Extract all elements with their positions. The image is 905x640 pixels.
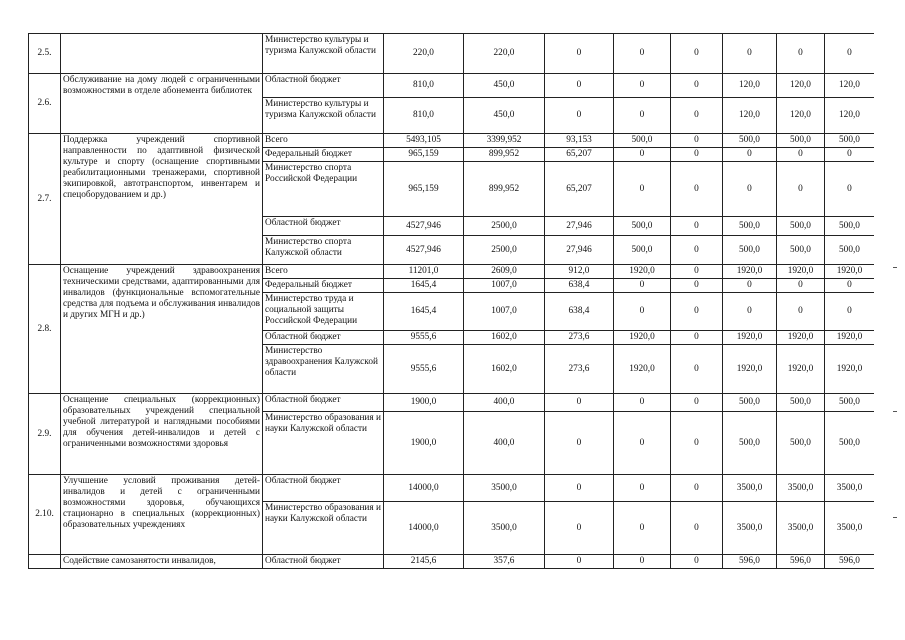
amount-cell: 1920,0 [614,331,671,345]
amount-cell: 500,0 [723,217,777,236]
table-row [29,265,875,279]
funding-source: Федеральный бюджет [263,279,384,293]
amount-cell: 27,946 [545,217,614,236]
amount-cell: 120,0 [777,74,825,98]
amount-cell: 3500,0 [825,475,875,502]
amount-cell: 0 [671,475,723,502]
amount-cell: 3500,0 [464,502,545,555]
amount-cell: 500,0 [825,394,875,412]
amount-cell: 500,0 [777,394,825,412]
amount-cell: 3500,0 [777,475,825,502]
table-row [29,134,875,148]
amount-cell: 0 [614,74,671,98]
funding-source: Министерство спорта Российской Федерации [263,162,384,217]
amount-cell: 3500,0 [723,502,777,555]
item-number: 2.9. [29,394,61,475]
amount-cell: 65,207 [545,148,614,162]
amount-cell: 4527,946 [384,217,464,236]
amount-cell: 0 [723,279,777,293]
item-description: Оснащение учреждений здравоохранения техническими средствами, адаптированными для инвалидов (функциональные вспомогательные средства для подъема и обслуживания инвалидов и других МГН и др.) [61,265,263,394]
funding-source: Областной бюджет [263,217,384,236]
amount-cell: 0 [614,279,671,293]
amount-cell: 0 [545,502,614,555]
amount-cell: 500,0 [825,412,875,475]
amount-cell: 0 [777,148,825,162]
amount-cell: 0 [545,475,614,502]
funding-source: Министерство здравоохранения Калужской области [263,345,384,394]
funding-source: Областной бюджет [263,74,384,98]
amount-cell: 965,159 [384,148,464,162]
amount-cell: 0 [614,394,671,412]
amount-cell: 596,0 [777,555,825,569]
amount-cell: 500,0 [777,412,825,475]
amount-cell: 0 [614,555,671,569]
amount-cell: 0 [614,34,671,74]
amount-cell: 500,0 [614,236,671,265]
amount-cell: 1920,0 [723,345,777,394]
amount-cell: 0 [825,162,875,217]
amount-cell: 0 [545,98,614,134]
amount-cell: 0 [723,162,777,217]
amount-cell: 500,0 [825,217,875,236]
amount-cell: 1602,0 [464,331,545,345]
amount-cell: 120,0 [825,74,875,98]
funding-source: Всего [263,265,384,279]
amount-cell: 220,0 [384,34,464,74]
funding-source: Областной бюджет [263,555,384,569]
amount-cell: 450,0 [464,74,545,98]
funding-source: Министерство труда и социальной защиты Российской Федерации [263,293,384,331]
amount-cell: 400,0 [464,394,545,412]
amount-cell: 1920,0 [723,265,777,279]
amount-cell: 2500,0 [464,236,545,265]
amount-cell: 0 [825,34,875,74]
amount-cell: 500,0 [825,134,875,148]
amount-cell: 810,0 [384,74,464,98]
funding-source: Областной бюджет [263,475,384,502]
amount-cell: 912,0 [545,265,614,279]
amount-cell: 120,0 [777,98,825,134]
amount-cell: 14000,0 [384,502,464,555]
amount-cell: 500,0 [777,236,825,265]
amount-cell: 2609,0 [464,265,545,279]
amount-cell: 65,207 [545,162,614,217]
item-description: Обслуживание на дому людей с ограниченными возможностями в отделе абонемента библиотек [61,74,263,134]
amount-cell: 0 [671,394,723,412]
item-number: 2.5. [29,34,61,74]
amount-cell: 3500,0 [464,475,545,502]
amount-cell: 0 [777,162,825,217]
item-description [61,34,263,74]
amount-cell: 0 [825,279,875,293]
table-body [29,34,875,569]
item-description: Улучшение условий проживания детей-инвалидов и детей с ограниченными возможностями здоровья, обучающихся стационарно в специальных (коррекционных) образовательных учреждениях [61,475,263,555]
amount-cell: 0 [545,34,614,74]
amount-cell: 1900,0 [384,394,464,412]
amount-cell: 2145,6 [384,555,464,569]
amount-cell: 93,153 [545,134,614,148]
amount-cell: 899,952 [464,162,545,217]
amount-cell: 9555,6 [384,331,464,345]
amount-cell: 0 [671,148,723,162]
amount-cell: 1007,0 [464,293,545,331]
amount-cell: 1920,0 [825,331,875,345]
amount-cell: 120,0 [723,98,777,134]
amount-cell: 500,0 [723,394,777,412]
amount-cell: 1602,0 [464,345,545,394]
table-row [29,34,875,74]
amount-cell: 357,6 [464,555,545,569]
amount-cell: 0 [825,148,875,162]
amount-cell: 11201,0 [384,265,464,279]
amount-cell: 450,0 [464,98,545,134]
amount-cell: 500,0 [614,217,671,236]
item-description: Поддержка учреждений спортивной направленности по адаптивной физической культуре и спорту (оснащение спортивными реабилитационными тренажерами, спортивной экипировкой, автотранспортом, инвентарем и спецоборудованием и др.) [61,134,263,265]
amount-cell: 965,159 [384,162,464,217]
scan-mark [893,411,897,412]
amount-cell: 14000,0 [384,475,464,502]
amount-cell: 9555,6 [384,345,464,394]
amount-cell: 500,0 [723,412,777,475]
amount-cell: 0 [545,74,614,98]
amount-cell: 5493,105 [384,134,464,148]
program-table-page [28,33,874,571]
amount-cell: 500,0 [825,236,875,265]
amount-cell: 500,0 [723,134,777,148]
amount-cell: 0 [671,236,723,265]
amount-cell: 810,0 [384,98,464,134]
amount-cell: 500,0 [614,134,671,148]
amount-cell: 1920,0 [723,331,777,345]
amount-cell: 3500,0 [723,475,777,502]
amount-cell: 220,0 [464,34,545,74]
amount-cell: 3399,952 [464,134,545,148]
item-description: Содействие самозанятости инвалидов, [61,555,263,569]
amount-cell: 0 [545,555,614,569]
amount-cell: 1920,0 [825,345,875,394]
amount-cell: 596,0 [723,555,777,569]
item-number: 2.6. [29,74,61,134]
funding-source: Министерство образования и науки Калужской области [263,502,384,555]
amount-cell: 0 [671,279,723,293]
amount-cell: 1920,0 [777,265,825,279]
scan-mark [893,267,897,268]
funding-source: Министерство культуры и туризма Калужской области [263,34,384,74]
amount-cell: 120,0 [825,98,875,134]
amount-cell: 120,0 [723,74,777,98]
amount-cell: 0 [614,293,671,331]
amount-cell: 0 [671,98,723,134]
item-number [29,555,61,569]
amount-cell: 596,0 [825,555,875,569]
item-number: 2.8. [29,265,61,394]
scan-mark [893,517,897,518]
table-row [29,394,875,412]
amount-cell: 0 [545,394,614,412]
item-number: 2.10. [29,475,61,555]
amount-cell: 1920,0 [614,265,671,279]
amount-cell: 899,952 [464,148,545,162]
amount-cell: 0 [614,502,671,555]
amount-cell: 4527,946 [384,236,464,265]
amount-cell: 0 [671,331,723,345]
amount-cell: 0 [723,148,777,162]
amount-cell: 1920,0 [825,265,875,279]
amount-cell: 500,0 [777,217,825,236]
amount-cell: 0 [671,555,723,569]
amount-cell: 2500,0 [464,217,545,236]
amount-cell: 500,0 [777,134,825,148]
amount-cell: 0 [614,98,671,134]
funding-source: Министерство образования и науки Калужской области [263,412,384,475]
funding-source: Всего [263,134,384,148]
amount-cell: 0 [671,134,723,148]
amount-cell: 273,6 [545,331,614,345]
amount-cell: 0 [825,293,875,331]
item-description: Оснащение специальных (коррекционных) образовательных учреждений специальной учебной литературой и наглядными пособиями для обучения детей-инвалидов и детей с ограниченными возможностями здоровья [61,394,263,475]
amount-cell: 0 [671,293,723,331]
funding-table [28,33,874,569]
amount-cell: 1920,0 [614,345,671,394]
amount-cell: 1920,0 [777,345,825,394]
amount-cell: 0 [777,293,825,331]
funding-source: Федеральный бюджет [263,148,384,162]
amount-cell: 3500,0 [777,502,825,555]
amount-cell: 0 [671,217,723,236]
funding-source: Министерство культуры и туризма Калужской области [263,98,384,134]
table-row [29,74,875,98]
amount-cell: 0 [777,279,825,293]
amount-cell: 400,0 [464,412,545,475]
amount-cell: 0 [545,412,614,475]
amount-cell: 0 [614,162,671,217]
funding-source: Областной бюджет [263,394,384,412]
amount-cell: 500,0 [723,236,777,265]
amount-cell: 0 [671,502,723,555]
amount-cell: 0 [723,293,777,331]
amount-cell: 0 [777,34,825,74]
amount-cell: 638,4 [545,279,614,293]
amount-cell: 0 [671,345,723,394]
table-row [29,475,875,502]
amount-cell: 1900,0 [384,412,464,475]
table-row [29,555,875,569]
amount-cell: 0 [671,74,723,98]
amount-cell: 1007,0 [464,279,545,293]
amount-cell: 0 [614,412,671,475]
amount-cell: 1645,4 [384,279,464,293]
amount-cell: 27,946 [545,236,614,265]
amount-cell: 638,4 [545,293,614,331]
amount-cell: 0 [723,34,777,74]
item-number: 2.7. [29,134,61,265]
funding-source: Министерство спорта Калужской области [263,236,384,265]
amount-cell: 0 [614,148,671,162]
amount-cell: 0 [614,475,671,502]
amount-cell: 0 [671,34,723,74]
amount-cell: 273,6 [545,345,614,394]
amount-cell: 0 [671,162,723,217]
amount-cell: 3500,0 [825,502,875,555]
amount-cell: 0 [671,265,723,279]
amount-cell: 1920,0 [777,331,825,345]
amount-cell: 1645,4 [384,293,464,331]
funding-source: Областной бюджет [263,331,384,345]
amount-cell: 0 [671,412,723,475]
